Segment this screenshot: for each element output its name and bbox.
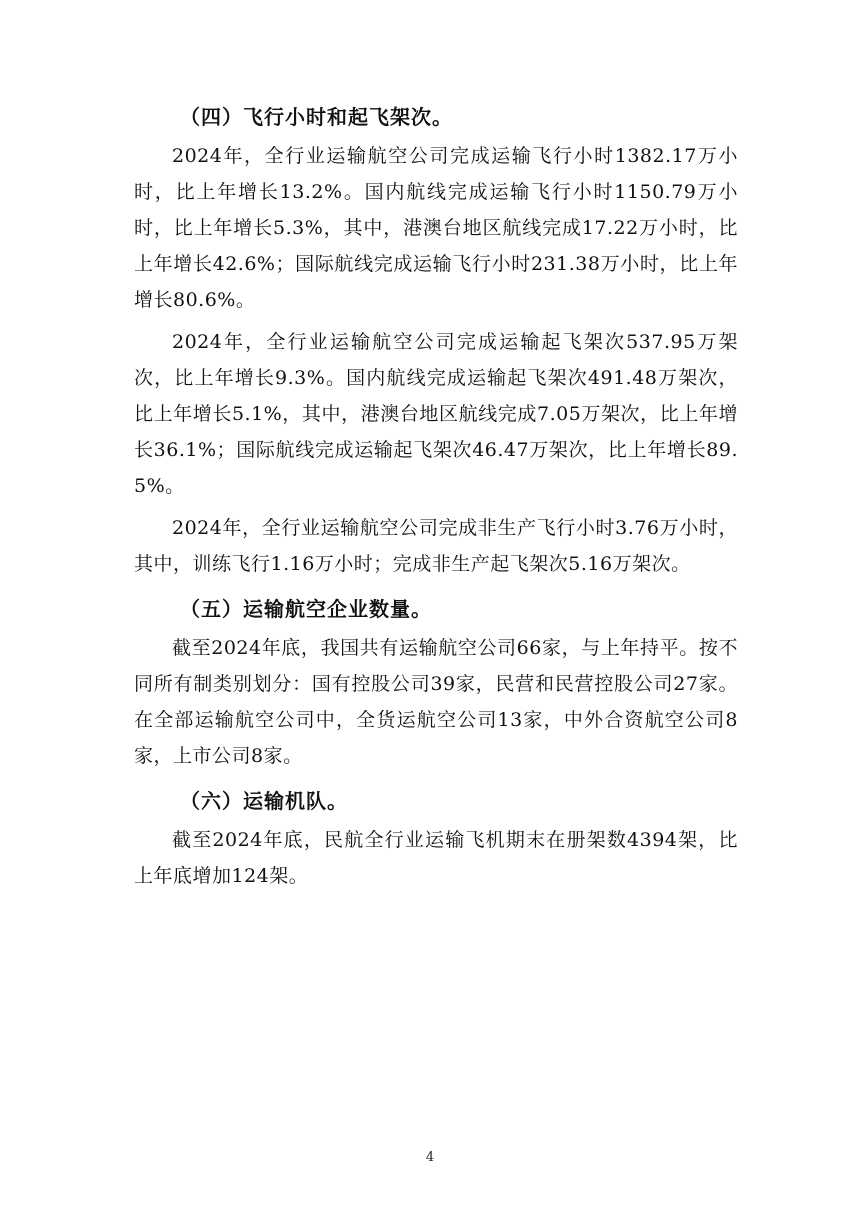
page-body bbox=[134, 96, 738, 894]
paragraph-takeoffs: 2024年，全行业运输航空公司完成运输起飞架次537.95万架次，比上年增长9.3%。国内航线完成运输起飞架次491.48万架次，比上年增长5.1%，其中，港澳台地区航线完成7.05万架次，比上年增长36.1%；国际航线完成运输起飞架次46.47万架次，比上年增长89.5%。 bbox=[134, 331, 738, 497]
paragraph-fleet: 截至2024年底，民航全行业运输飞机期末在册架数4394架，比上年底增加124架。 bbox=[134, 829, 738, 887]
paragraph-airline-count: 截至2024年底，我国共有运输航空公司66家，与上年持平。按不同所有制类别划分：国有控股公司39家，民营和民营控股公司27家。在全部运输航空公司中，全货运航空公司13家，中外合资航空公司8家，上市公司8家。 bbox=[134, 637, 738, 767]
paragraph-flight-hours: 2024年，全行业运输航空公司完成运输飞行小时1382.17万小时，比上年增长13.2%。国内航线完成运输飞行小时1150.79万小时，比上年增长5.3%，其中，港澳台地区航线完成17.22万小时，比上年增长42.6%；国际航线完成运输飞行小时231.38万小时，比上年增长80.6%。 bbox=[134, 145, 738, 311]
section-heading-fleet: （六）运输机队。 bbox=[180, 789, 348, 813]
page-number: 4 bbox=[425, 1150, 435, 1165]
section-heading-flight-hours: （四）飞行小时和起飞架次。 bbox=[180, 105, 453, 129]
paragraph-non-production-flights: 2024年，全行业运输航空公司完成非生产飞行小时3.76万小时，其中，训练飞行1.16万小时；完成非生产起飞架次5.16万架次。 bbox=[134, 517, 738, 575]
section-heading-airline-count: （五）运输航空企业数量。 bbox=[180, 597, 432, 621]
